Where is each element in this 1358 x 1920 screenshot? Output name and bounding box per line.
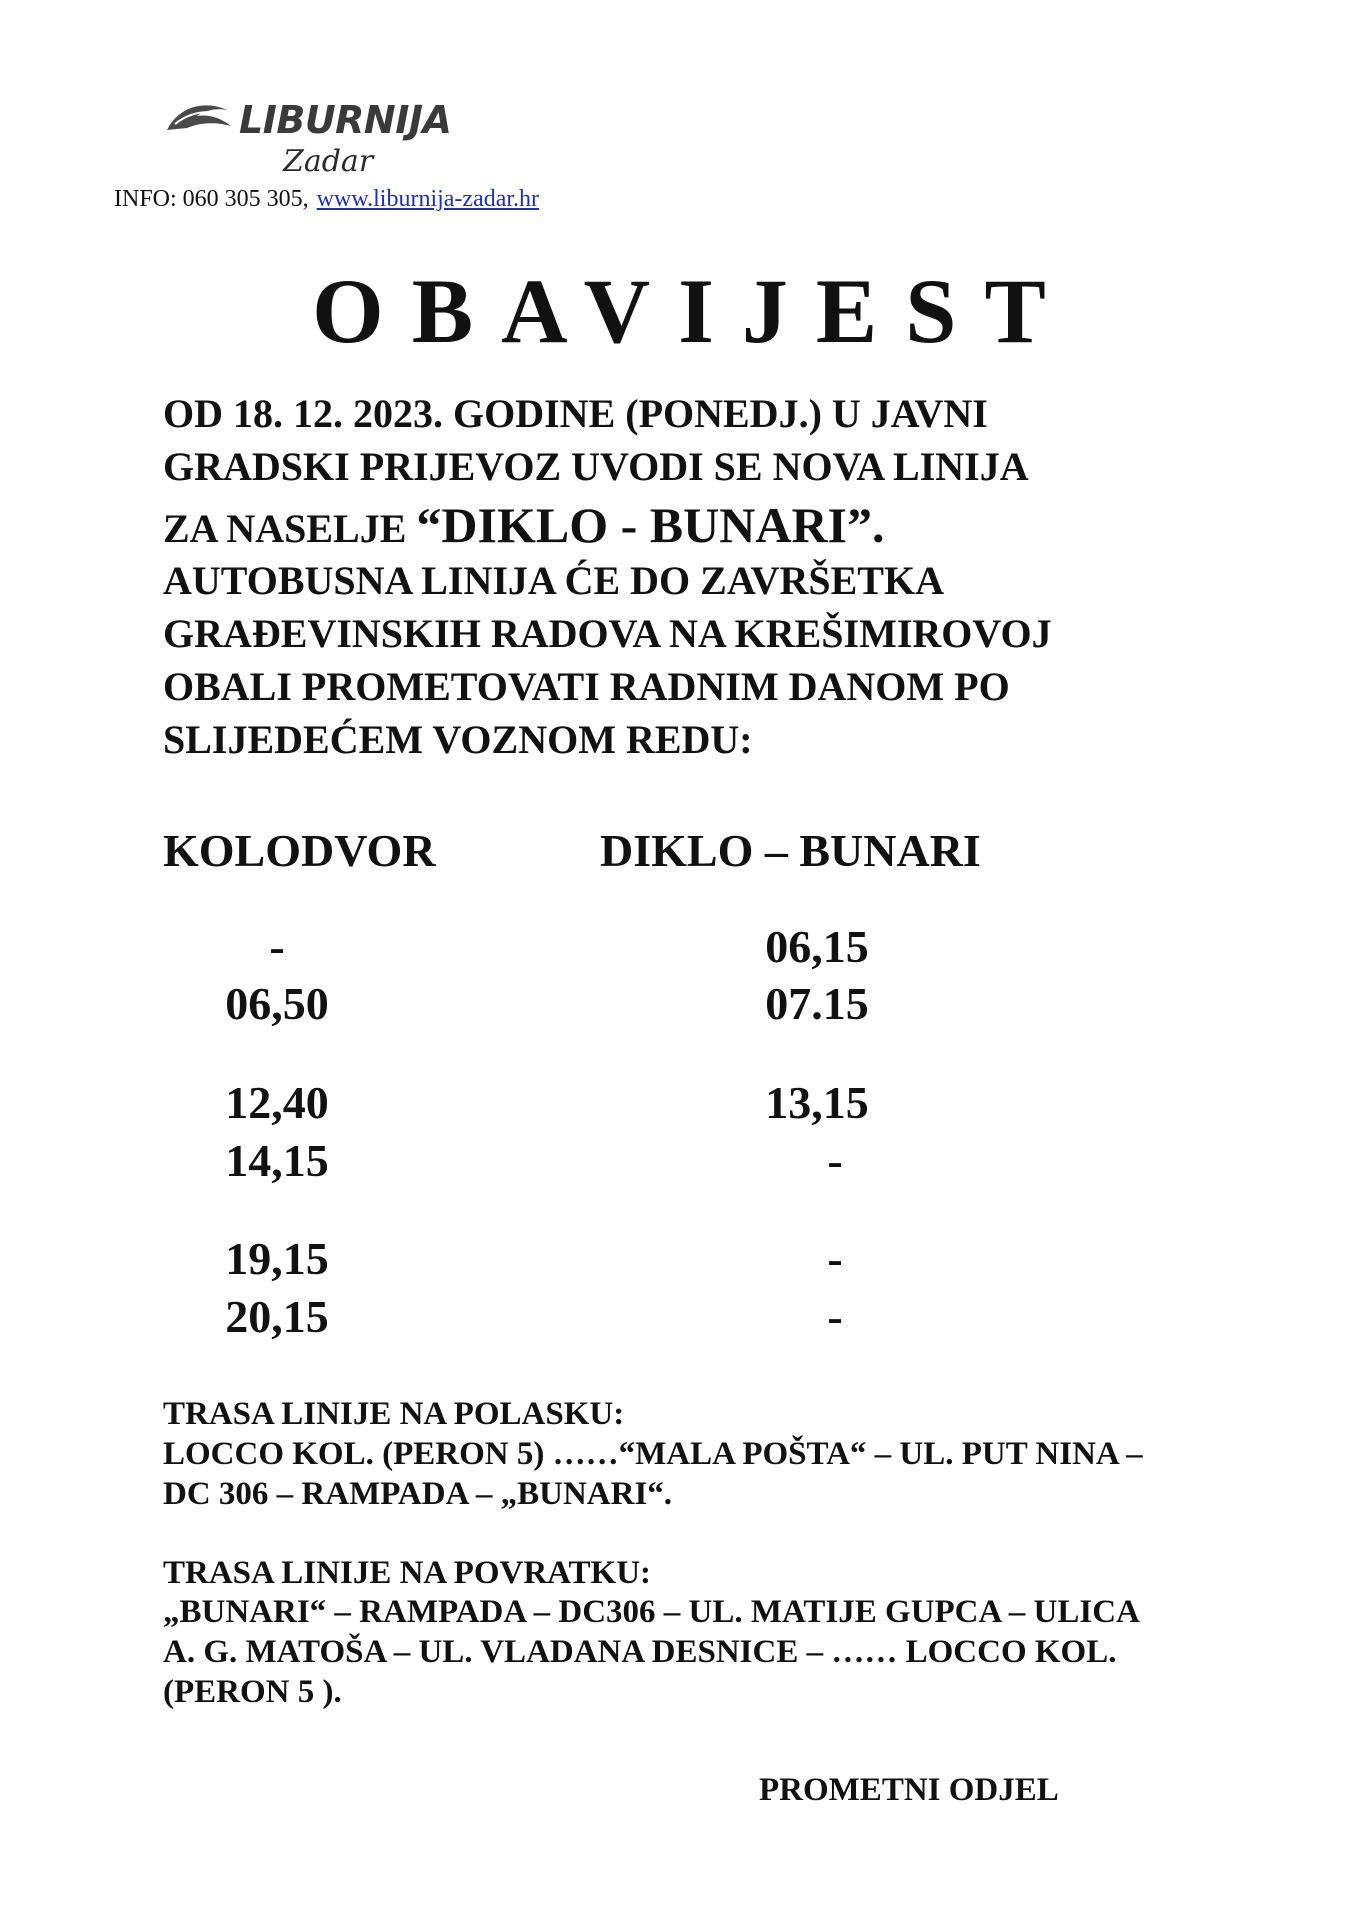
route-departure-heading: TRASA LINIJE NA POLASKU:: [163, 1396, 625, 1432]
route-departure-line-1: LOCCO KOL. (PERON 5) ……“MALA POŠTA“ – UL. PUT NINA –: [163, 1436, 1143, 1472]
timetable-kolodvor-1: -: [269, 921, 285, 972]
liburnija-logo: [165, 98, 452, 184]
route-departure-line-2: DC 306 – RAMPADA – „BUNARI“.: [163, 1476, 673, 1512]
timetable-diklo-1: 06,15: [765, 921, 869, 972]
dolphin-icon: [165, 100, 235, 136]
timetable-diklo-4: -: [827, 1135, 843, 1186]
signature: PROMETNI ODJEL: [759, 1772, 1059, 1808]
timetable-diklo-3: 13,15: [765, 1077, 869, 1128]
body-line-7: SLIJEDEĆEM VOZNOM REDU:: [163, 717, 753, 762]
body-line-4: AUTOBUSNA LINIJA ĆE DO ZAVRŠETKA: [163, 558, 944, 603]
logo-name: LIBURNIJA: [239, 98, 452, 142]
info-phone: INFO: 060 305 305,: [114, 186, 309, 212]
body-line-5: GRAĐEVINSKIH RADOVA NA KREŠIMIROVOJ: [163, 611, 1052, 656]
route-return-heading: TRASA LINIJE NA POVRATKU:: [163, 1555, 652, 1591]
body-line-6: OBALI PROMETOVATI RADNIM DANOM PO: [163, 664, 1010, 709]
timetable-diklo-6: -: [827, 1291, 843, 1342]
info-line: [114, 186, 539, 213]
timetable-kolodvor-4: 14,15: [225, 1135, 329, 1186]
timetable-kolodvor-5: 19,15: [225, 1233, 329, 1284]
route-return-line-2: A. G. MATOŠA – UL. VLADANA DESNICE – …… LOCCO KOL.: [163, 1634, 1117, 1670]
timetable-kolodvor-3: 12,40: [225, 1077, 329, 1128]
body-line-2: GRADSKI PRIJEVOZ UVODI SE NOVA LINIJA: [163, 444, 1029, 489]
route-return-line-1: „BUNARI“ – RAMPADA – DC306 – UL. MATIJE GUPCA – ULICA: [163, 1594, 1140, 1630]
line-name: “DIKLO - BUNARI”.: [416, 497, 885, 553]
timetable-kolodvor-2: 06,50: [225, 978, 329, 1029]
timetable-header-kolodvor: KOLODVOR: [163, 825, 436, 876]
body-line-3: [163, 496, 885, 554]
page-title: OBAVIJEST: [312, 260, 1074, 362]
route-return-line-3: (PERON 5 ).: [163, 1674, 342, 1710]
timetable-diklo-5: -: [827, 1233, 843, 1284]
timetable-header-diklo-bunari: DIKLO – BUNARI: [600, 825, 981, 876]
timetable-kolodvor-6: 20,15: [225, 1291, 329, 1342]
timetable-diklo-2: 07.15: [765, 978, 869, 1029]
body-line-3-prefix: ZA NASELJE: [163, 506, 417, 551]
body-line-1: OD 18. 12. 2023. GODINE (PONEDJ.) U JAVNI: [163, 391, 988, 436]
logo-subtitle: Zadar: [283, 144, 374, 179]
website-link[interactable]: www.liburnija-zadar.hr: [316, 186, 540, 212]
